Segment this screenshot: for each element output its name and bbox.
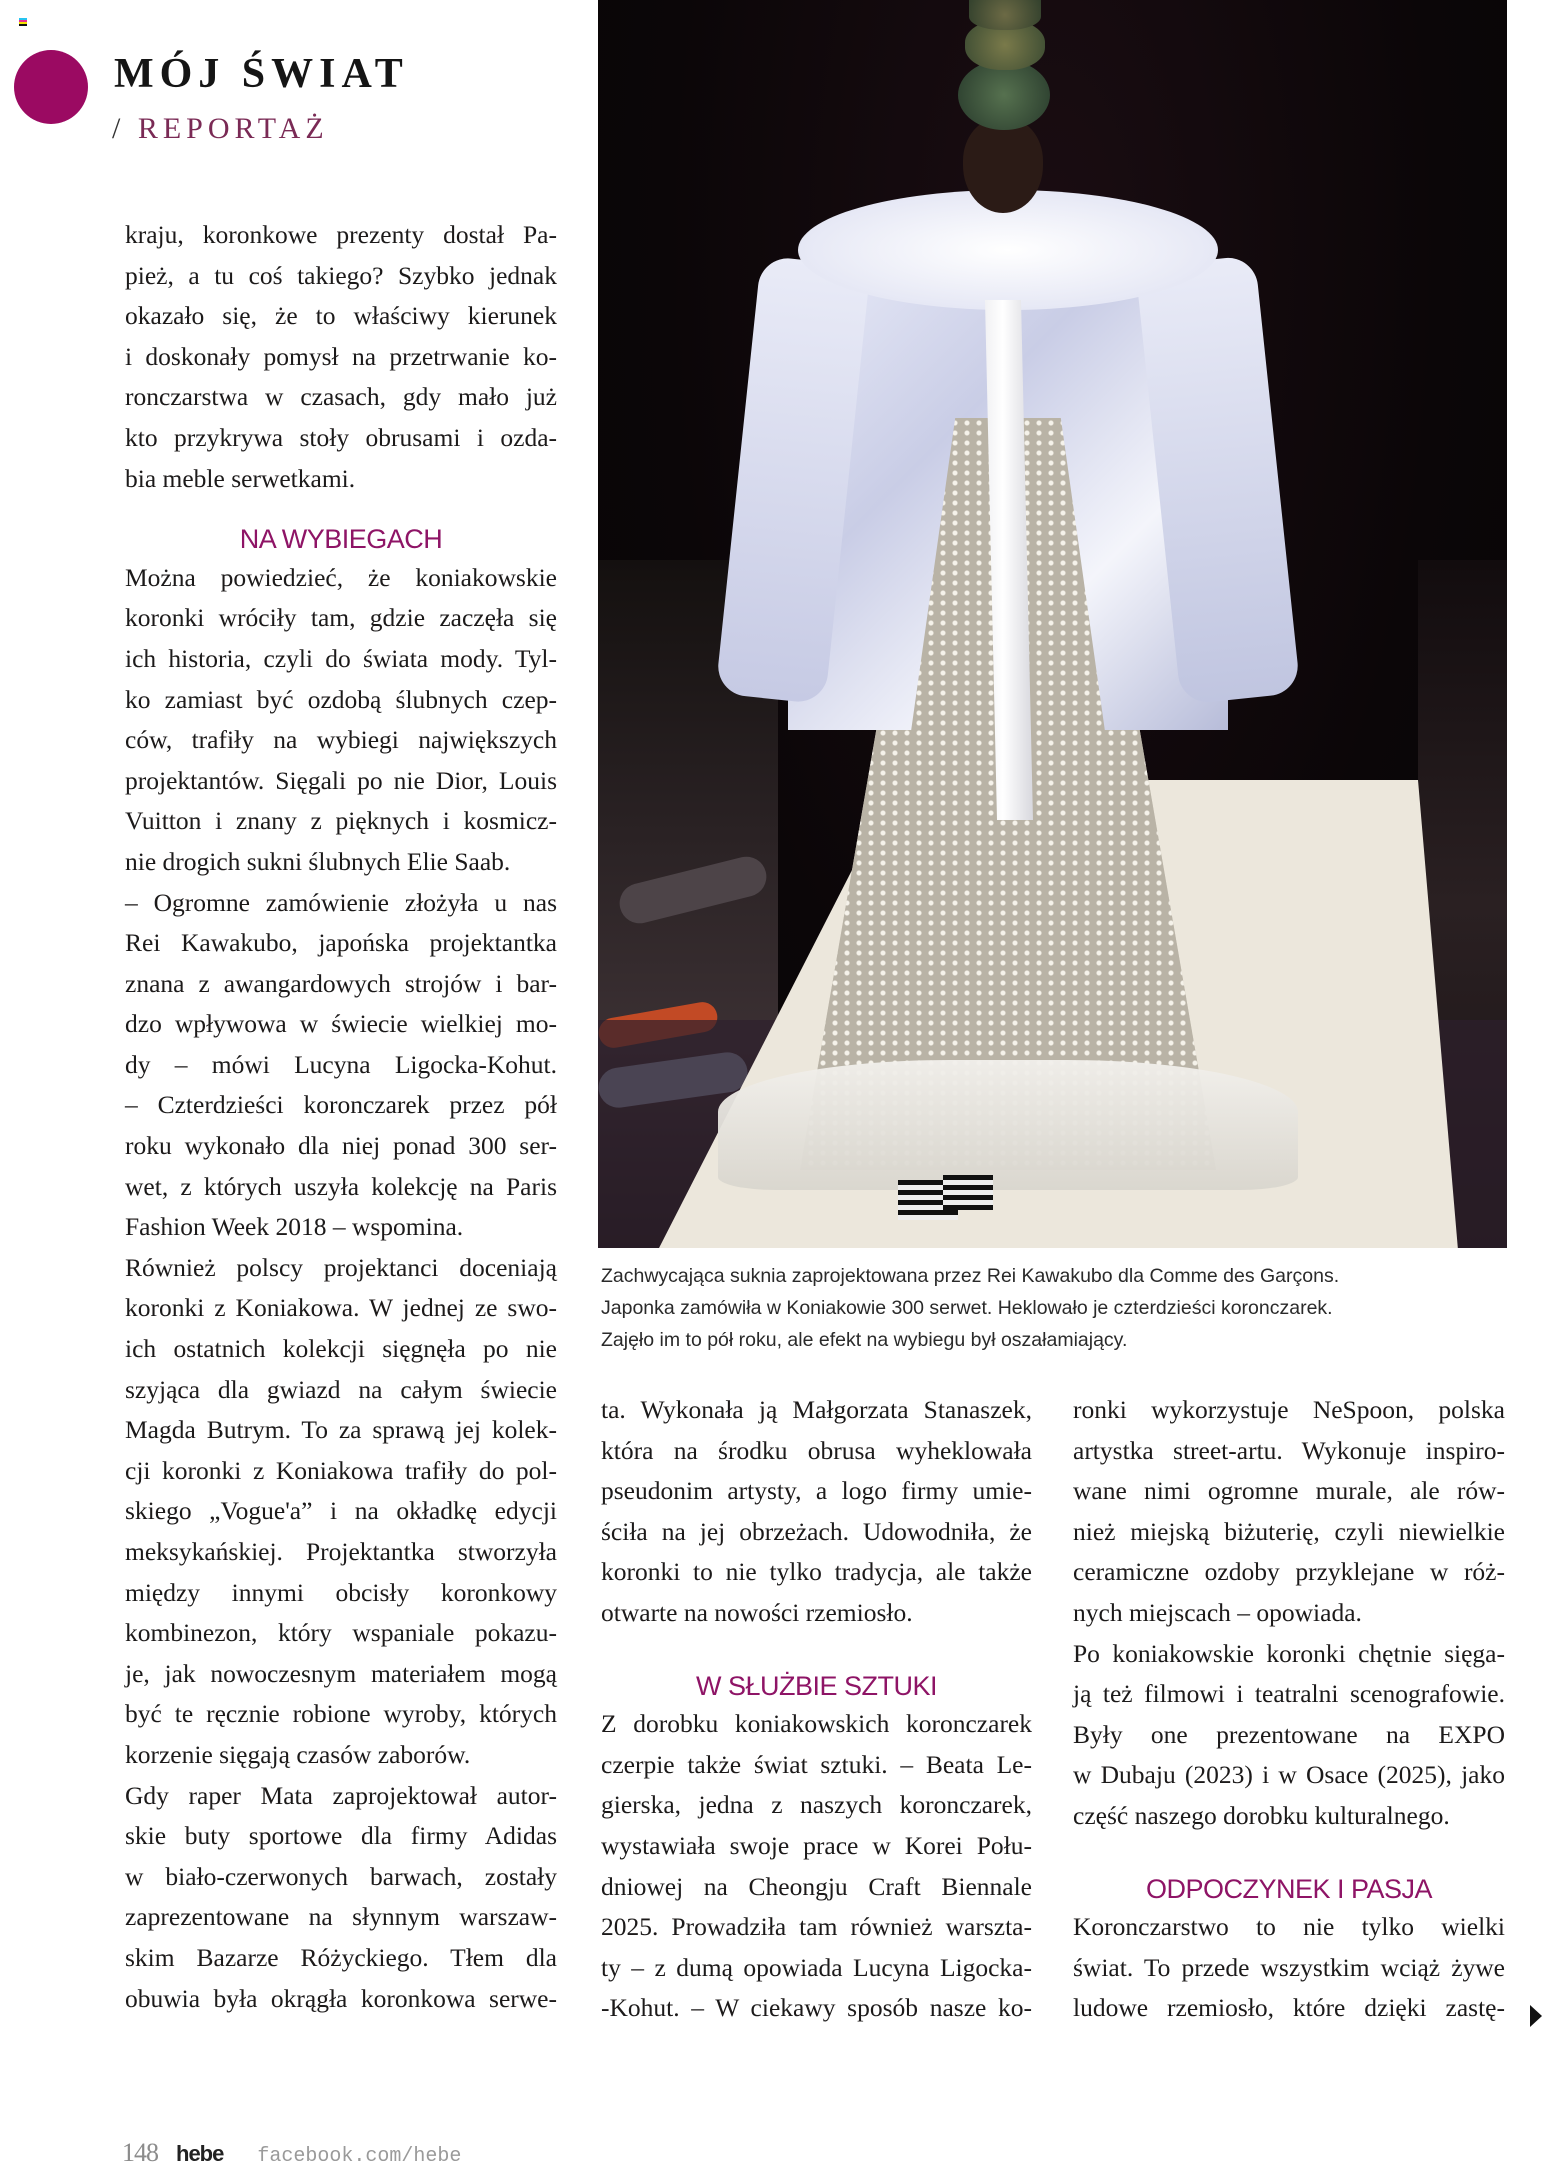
text-line: Vuitton i znany z pięknych i kosmicz- xyxy=(125,806,557,836)
text-line: ty – z dumą opowiada Lucyna Ligocka- xyxy=(601,1952,1032,1982)
text-line: projektantów. Sięgali po nie Dior, Louis xyxy=(125,765,557,795)
text-line: nych miejscach – opowiada. xyxy=(1073,1597,1362,1627)
subheading-na-wybiegach: NA WYBIEGACH xyxy=(239,524,443,555)
text-line: ich historia, czyli do świata mody. Tyl- xyxy=(125,643,557,673)
text-line: ją też filmowi i teatralni scenografowie. xyxy=(1073,1679,1505,1709)
continued-paragraph xyxy=(1073,1390,1505,1837)
text-line: Z dorobku koniakowskich koronczarek xyxy=(601,1709,1032,1739)
text-line: pież, a tu coś takiego? Szybko jednak xyxy=(125,260,557,290)
text-line: artystka street-artu. Wykonuje inspiro- xyxy=(1073,1435,1505,1465)
text-line: meksykańskiej. Projektantka stworzyła xyxy=(125,1537,557,1566)
text-line: świat. To przede wszystkim wciąż żywe xyxy=(1073,1952,1505,1982)
section-category xyxy=(112,112,329,146)
text-line: znana z awangardowych strojów i bar- xyxy=(125,968,557,998)
caption-line: Zajęło im to pół roku, ale efekt na wybiegu był oszałamiający. xyxy=(601,1329,1128,1351)
text-line: koronki wróciły tam, gdzie zaczęła się xyxy=(125,603,557,633)
text-line: ludowe rzemiosło, które dzięki zastę- xyxy=(1073,1993,1505,2023)
text-line: Rei Kawakubo, japońska projektantka xyxy=(125,928,557,958)
category-slash: / xyxy=(112,112,126,145)
text-line: w Dubaju (2023) i w Osace (2025), jako xyxy=(1073,1760,1505,1790)
text-line: między innymi obcisły koronkowy xyxy=(125,1577,557,1607)
section-title: MÓJ ŚWIAT xyxy=(114,51,409,97)
text-line: ców, trafiły na wybiegi największych xyxy=(125,725,557,755)
page-footer xyxy=(122,2138,461,2168)
text-line: Były one prezentowane na EXPO xyxy=(1073,1719,1505,1749)
hair-top xyxy=(969,0,1041,30)
text-line: dniowej na Cheongju Craft Biennale xyxy=(601,1871,1032,1901)
text-line: nie drogich sukni ślubnych Elie Saab. xyxy=(125,846,511,876)
section-dot-icon xyxy=(14,50,88,124)
text-line: kto przykrywa stoły obrusami i ozda- xyxy=(125,422,557,452)
right-column xyxy=(1073,1390,1505,2029)
text-line: ronczarstwa w czasach, gdy mało już xyxy=(125,382,557,412)
text-line: Po koniakowskie koronki chętnie sięga- xyxy=(1073,1638,1505,1668)
continued-paragraph xyxy=(601,1390,1032,1634)
page-number: 148 xyxy=(122,2138,158,2167)
text-line: obuwia była okrągła koronkowa serwe- xyxy=(125,1983,557,2013)
text-line: Magda Butrym. To za sprawą jej kolek- xyxy=(125,1415,557,1445)
registration-mark-icon xyxy=(19,18,27,28)
caption-line: Zachwycająca suknia zaprojektowana przez Rei Kawakubo dla Comme des Garçons. xyxy=(601,1265,1340,1287)
text-line: dzo wpływowa w świecie wielkiej mo- xyxy=(125,1009,557,1039)
text-line: je, jak nowoczesnym materiałem mogą xyxy=(125,1658,557,1688)
text-line: Koronczarstwo to nie tylko wielki xyxy=(1073,1912,1505,1942)
text-line: skiego „Vogue'a” i na okładkę edycji xyxy=(125,1496,557,1526)
text-line: cji koronki z Koniakowa trafiły do pol- xyxy=(125,1455,557,1485)
text-line: która na środku obrusa wyheklowała xyxy=(601,1435,1032,1465)
text-line: Również polscy projektanci doceniają xyxy=(125,1252,557,1282)
text-line: bia meble serwetkami. xyxy=(125,463,356,493)
text-line: koronki z Koniakowa. W jednej ze swo- xyxy=(125,1293,557,1323)
text-line: – Ogromne zamówienie złożyła u nas xyxy=(125,887,557,917)
category-label: REPORTAŻ xyxy=(137,112,329,145)
body-paragraph xyxy=(1073,1907,1505,2029)
text-line: kombinezon, który wspaniale pokazu- xyxy=(125,1618,557,1648)
text-line: okazało się, że to właściwy kierunek xyxy=(125,301,557,331)
runway-photo xyxy=(598,0,1507,1248)
text-line: wet, z których uszyła kolekcję na Paris xyxy=(125,1171,557,1201)
model-face xyxy=(963,118,1043,213)
striped-shoe xyxy=(943,1175,993,1210)
text-line: część naszego dorobku kulturalnego. xyxy=(1073,1800,1450,1830)
subheading-w-sluzbie-sztuki: W SŁUŻBIE SZTUKI xyxy=(695,1670,938,1701)
text-line: zaprezentowane na słynnym warszaw- xyxy=(125,1902,557,1932)
caption-line: Japonka zamówiła w Koniakowie 300 serwet. Heklowało je czterdzieści koronczarek. xyxy=(601,1297,1333,1319)
text-line: Fashion Week 2018 – wspomina. xyxy=(125,1212,464,1242)
social-link[interactable]: facebook.com/hebe xyxy=(257,2145,462,2168)
text-line: -Kohut. – W ciekawy sposób nasze ko- xyxy=(601,1993,1032,2023)
text-line: ich ostatnich kolekcji sięgnęła po nie xyxy=(125,1334,557,1364)
text-line: koronki to nie tylko tradycja, ale także xyxy=(601,1557,1032,1587)
intro-paragraph xyxy=(125,215,557,499)
text-line: i doskonały pomysł na przetrwanie ko- xyxy=(125,341,557,371)
text-line: ko zamiast być ozdobą ślubnych czep- xyxy=(125,684,557,714)
text-line: – Czterdzieści koronczarek przez pół xyxy=(125,1090,557,1120)
text-line: skie buty sportowe dla firmy Adidas xyxy=(125,1821,557,1851)
middle-column xyxy=(601,1390,1032,2029)
text-line: dy – mówi Lucyna Ligocka-Kohut. xyxy=(125,1049,557,1079)
body-paragraph xyxy=(601,1704,1032,2029)
text-line: Można powiedzieć, że koniakowskie xyxy=(125,562,557,592)
triangle-right-icon xyxy=(1530,2005,1542,2027)
text-line: być te ręcznie robione wyroby, których xyxy=(125,1699,557,1729)
text-line: ceramiczne ozdoby przyklejane w róż- xyxy=(1073,1557,1505,1587)
text-line: otwarte na nowości rzemiosło. xyxy=(601,1597,913,1627)
text-line: w biało-czerwonych barwach, zostały xyxy=(125,1861,557,1891)
text-line: ta. Wykonała ją Małgorzata Stanaszek, xyxy=(601,1395,1032,1424)
text-line: szyjąca dla gwiazd na całym świecie xyxy=(125,1374,557,1404)
text-line: korzenie sięgają czasów zaborów. xyxy=(125,1739,471,1769)
text-line: pseudonim artysty, a logo firmy umie- xyxy=(601,1476,1032,1506)
left-column xyxy=(125,215,557,2019)
text-line: wystawiała swoje prace w Korei Połu- xyxy=(601,1830,1032,1860)
text-line: gierska, jedna z naszych koronczarek, xyxy=(601,1790,1032,1820)
tulle-hem xyxy=(718,1060,1298,1190)
text-line: skim Bazarze Różyckiego. Tłem dla xyxy=(125,1942,557,1972)
subheading-odpoczynek-i-pasja: ODPOCZYNEK I PASJA xyxy=(1145,1873,1433,1904)
text-line: nież miejską biżuterię, czyli niewielkie xyxy=(1073,1516,1505,1546)
text-line: 2025. Prowadziła tam również warszta- xyxy=(601,1912,1032,1942)
photo-caption xyxy=(601,1260,1507,1356)
hair-lower xyxy=(958,60,1050,130)
body-paragraph xyxy=(125,558,557,2019)
text-line: czerpie także świat sztuki. – Beata Le- xyxy=(601,1749,1032,1779)
brand-logo: hebe xyxy=(176,2141,224,2166)
text-line: wane nimi ogromne murale, ale rów- xyxy=(1073,1476,1505,1506)
text-line: kraju, koronkowe prezenty dostał Pa- xyxy=(125,220,557,249)
text-line: ściła na jej obrzeżach. Udowodniła, że xyxy=(601,1516,1032,1546)
text-line: Gdy raper Mata zaprojektował autor- xyxy=(125,1780,557,1810)
text-line: ronki wykorzystuje NeSpoon, polska xyxy=(1073,1395,1505,1424)
text-line: roku wykonało dla niej ponad 300 ser- xyxy=(125,1131,557,1161)
